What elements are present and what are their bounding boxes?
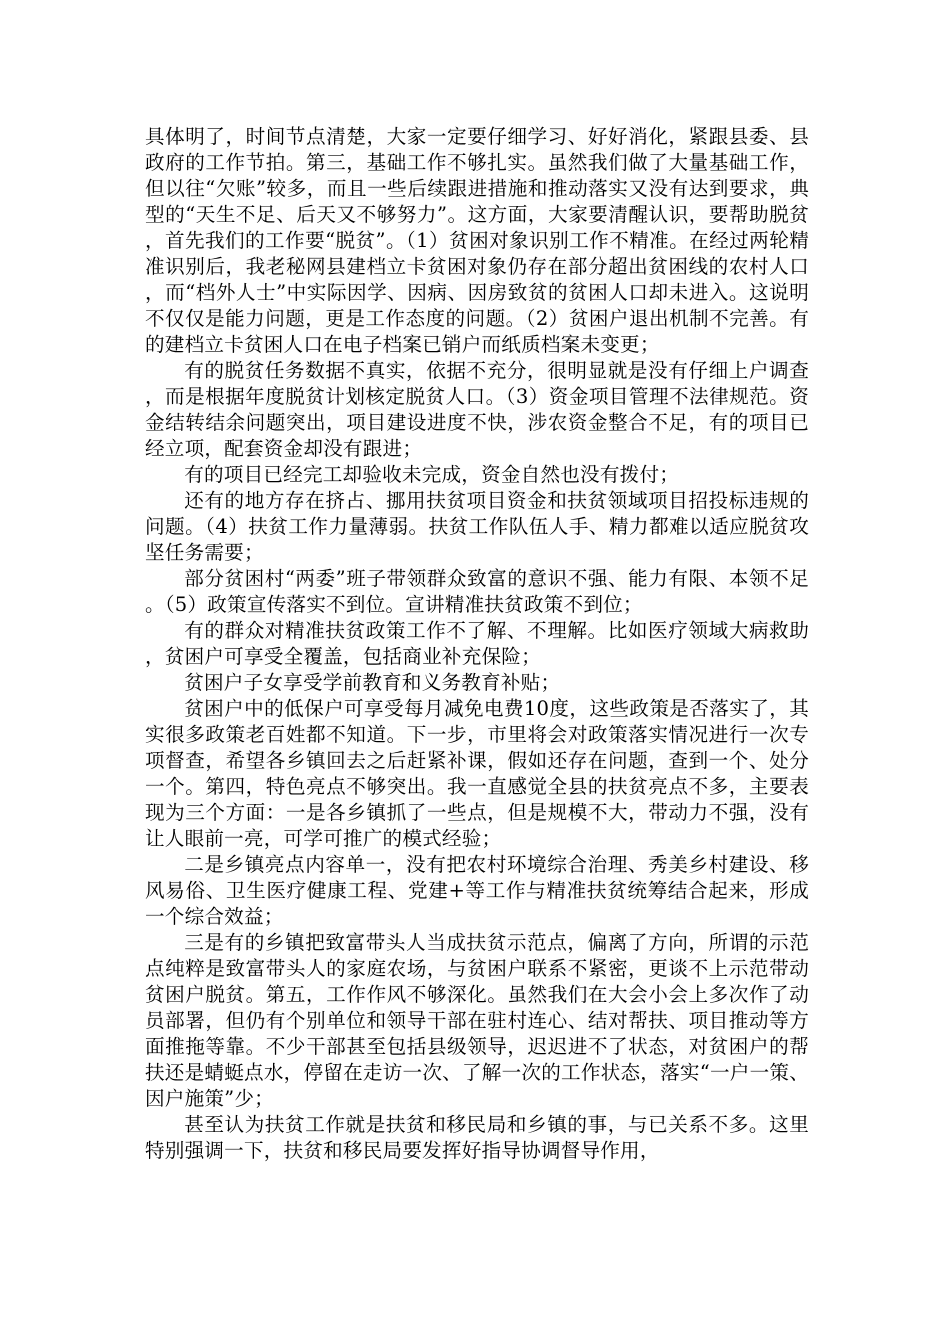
- paragraph-10: 三是有的乡镇把致富带头人当成扶贫示范点，偏离了方向，所谓的示范点纯粹是致富带头人的家庭农场，与贫困户联系不紧密，更谈不上示范带动贫困户脱贫。第五，工作作风不够深化。虽然我们在大会小会上多次作了动员部署，但仍有个别单位和领导干部在驻村连心、结对帮扶、项目推动等方面推拖等靠。不少干部甚至包括县级领导，迟迟进不了状态，对贫困户的帮扶还是蜻蜓点水，停留在走访一次、了解一次的工作状态，落实“一户一策、因户施策”少；: [145, 931, 809, 1110]
- paragraph-11: 甚至认为扶贫工作就是扶贫和移民局和乡镇的事，与已关系不多。这里特别强调一下，扶贫和移民局要发挥好指导协调督导作用，: [145, 1113, 809, 1162]
- paragraph-2: 有的脱贫任务数据不真实，依据不充分，很明显就是没有仔细上户调查，而是根据年度脱贫计划核定脱贫人口。（3）资金项目管理不法律规范。资金结转结余问题突出，项目建设进度不快，涉农资金整合不足，有的项目已经立项，配套资金却没有跟进；: [145, 359, 809, 460]
- paragraph-1: 具体明了，时间节点清楚，大家一定要仔细学习、好好消化，紧跟县委、县政府的工作节拍。第三，基础工作不够扎实。虽然我们做了大量基础工作，但以往“欠账”较多，而且一些后续跟进措施和推动落实又没有达到要求，典型的“天生不足、后天又不够努力”。这方面，大家要清醒认识，要帮助脱贫，首先我们的工作要“脱贫”。（1）贫困对象识别工作不精准。在经过两轮精准识别后，我老秘网县建档立卡贫困对象仍存在部分超出贫困线的农村人口，而“档外人士”中实际因学、因病、因房致贫的贫困人口却未进入。这说明不仅仅是能力问题，更是工作态度的问题。（2）贫困户退出机制不完善。有的建档立卡贫困人口在电子档案已销户而纸质档案未变更；: [145, 125, 809, 356]
- paragraph-7: 贫困户子女享受学前教育和义务教育补贴；: [184, 671, 561, 694]
- paragraph-5: 部分贫困村“两委”班子带领群众致富的意识不强、能力有限、本领不足。（5）政策宣传落实不到位。宣讲精准扶贫政策不到位；: [145, 567, 809, 616]
- paragraph-9: 二是乡镇亮点内容单一，没有把农村环境综合治理、秀美乡村建设、移风易俗、卫生医疗健康工程、党建+等工作与精准扶贫统筹结合起来，形成一个综合效益；: [145, 853, 809, 928]
- paragraph-8: 贫困户中的低保户可享受每月减免电费10度，这些政策是否落实了，其实很多政策老百姓都不知道。下一步，市里将会对政策落实情况进行一次专项督查，希望各乡镇回去之后赶紧补课，假如还存在问题，查到一个、处分一个。第四，特色亮点不够突出。我一直感觉全县的扶贫亮点不多，主要表现为三个方面：一是各乡镇抓了一些点，但是规模不大，带动力不强，没有让人眼前一亮，可学可推广的模式经验；: [145, 697, 809, 850]
- document-page: [145, 124, 809, 1164]
- paragraph-6: 有的群众对精准扶贫政策工作不了解、不理解。比如医疗领域大病救助，贫困户可享受全覆盖，包括商业补充保险；: [145, 619, 809, 668]
- paragraph-3: 有的项目已经完工却验收未完成，资金自然也没有拨付；: [184, 463, 680, 486]
- paragraph-4: 还有的地方存在挤占、挪用扶贫项目资金和扶贫领域项目招投标违规的问题。（4）扶贫工作力量薄弱。扶贫工作队伍人手、精力都难以适应脱贫攻坚任务需要；: [145, 489, 809, 564]
